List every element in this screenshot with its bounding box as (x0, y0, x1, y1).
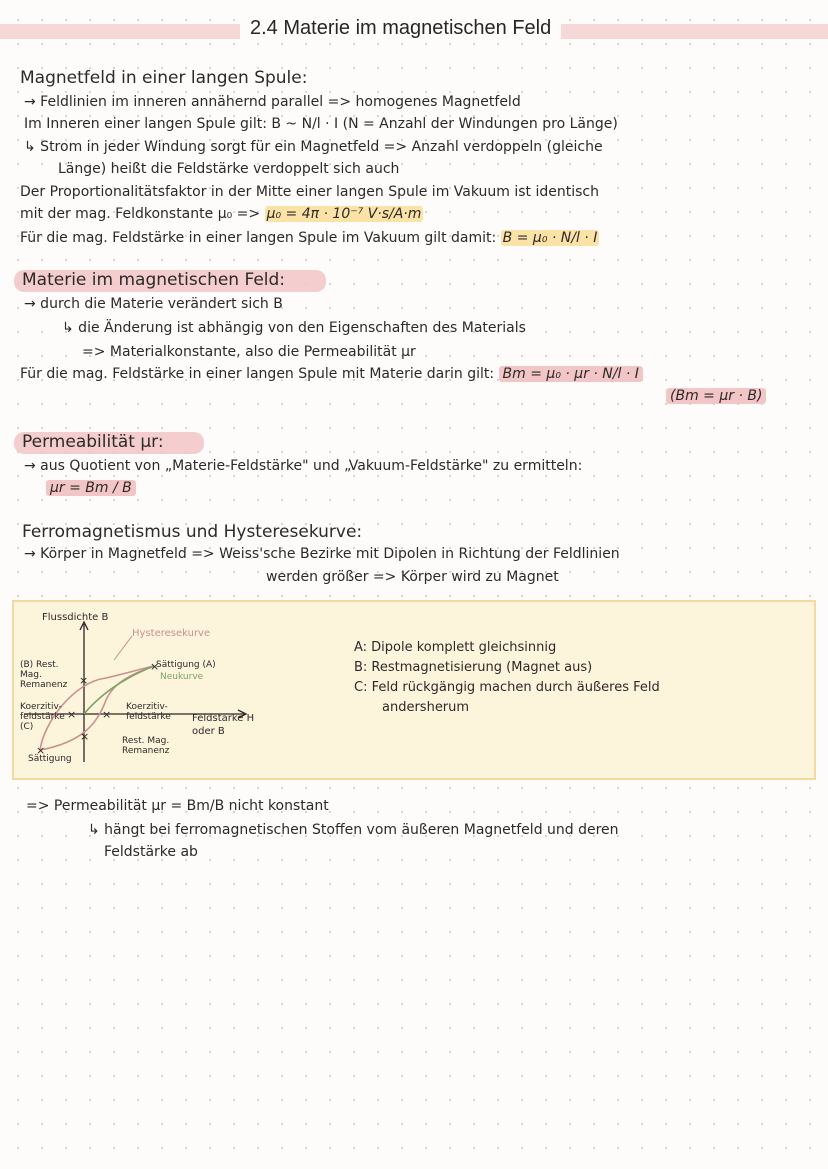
marker-a: × (150, 660, 160, 673)
text-line-part: Für die mag. Feldstärke in einer langen Spule mit Materie darin gilt: (20, 366, 495, 382)
curve-label-pointer (114, 636, 132, 660)
permeability-formula-text: μr = Bm / B (46, 480, 136, 496)
text-line: → durch die Materie verändert sich B (24, 296, 283, 312)
saturation-bottom-label: Sättigung (28, 754, 72, 764)
legend-a: A: Dipole komplett gleichsinnig (354, 640, 557, 655)
vacuum-field-formula: B = μ₀ · N/l · I (502, 230, 598, 246)
hysteresis-box (12, 600, 816, 780)
conclusion-line: ↳ hängt bei ferromagnetischen Stoffen vom äußeren Magnetfeld und deren (88, 822, 619, 838)
marker-rest: × (80, 730, 90, 743)
marker-coerc: × (102, 708, 112, 721)
text-line: → aus Quotient von „Materie-Feldstärke" und „Vakuum-Feldstärke" zu ermitteln: (24, 458, 583, 474)
text-line: ↳ Strom in jeder Windung sorgt für ein Magnetfeld => Anzahl verdoppeln (gleiche (24, 139, 603, 155)
remanence-right-label: Rest. Mag. Remanenz (122, 736, 170, 756)
conclusion-line: => Permeabilität μr = Bm/B nicht konstant (26, 798, 329, 814)
text-line (20, 206, 423, 222)
legend-c: C: Feld rückgängig machen durch äußeres Feld (354, 680, 660, 695)
text-line: ↳ die Änderung ist abhängig von den Eigenschaften des Materials (62, 320, 526, 336)
text-line-part: mit der mag. Feldkonstante μ₀ => (20, 206, 261, 222)
matter-field-short-text: (Bm = μr · B) (666, 388, 766, 404)
text-line (20, 366, 643, 382)
text-line: => Materialkonstante, also die Permeabilität μr (82, 344, 416, 360)
section-heading-ferromagnetismus: Ferromagnetismus und Hysteresekurve: (22, 522, 363, 542)
coercivity-right-label: Koerzitiv-feldstärke (126, 702, 171, 722)
legend-c-cont: andersherum (382, 700, 470, 715)
section-heading-magnetfeld: Magnetfeld in einer langen Spule: (20, 68, 308, 88)
new-curve-label: Neukurve (160, 672, 204, 682)
mu0-formula: μ₀ = 4π · 10⁻⁷ V·s/A·m (266, 206, 422, 222)
matter-field-formula: Bm = μ₀ · μr · N/l · I (499, 366, 643, 382)
saturation-a-label: Sättigung (A) (156, 660, 216, 670)
text-line: Länge) heißt die Feldstärke verdoppelt sich auch (58, 161, 400, 177)
coercivity-c-label: Koerzitiv-feldstärke (C) (20, 702, 65, 732)
matter-field-short-formula (666, 388, 766, 404)
y-axis-label: Flussdichte B (42, 612, 109, 623)
marker-c: × (67, 708, 77, 721)
text-line: Der Proportionalitätsfaktor in der Mitte einer langen Spule im Vakuum ist identisch (20, 184, 599, 200)
permeability-formula (46, 480, 136, 496)
section-heading-permeabilitaet: Permeabilität μr: (22, 432, 164, 452)
text-line: werden größer => Körper wird zu Magnet (266, 569, 559, 585)
legend-b: B: Restmagnetisierung (Magnet aus) (354, 660, 593, 675)
text-line (20, 230, 599, 246)
curve-label: Hysteresekurve (132, 628, 211, 639)
text-line: Im Inneren einer langen Spule gilt: B ~ N/l · I (N = Anzahl der Windungen pro Länge) (24, 116, 618, 132)
marker-sat: × (36, 744, 46, 757)
marker-b: × (79, 674, 89, 687)
text-line: → Körper in Magnetfeld => Weiss'sche Bezirke mit Dipolen in Richtung der Feldlinien (24, 546, 620, 562)
conclusion-line: Feldstärke ab (104, 844, 198, 860)
text-line-part: Für die mag. Feldstärke in einer langen Spule im Vakuum gilt damit: (20, 230, 497, 246)
remanence-b-label: (B) Rest. Mag. Remanenz (20, 660, 68, 690)
text-line: → Feldlinien im inneren annähernd parallel => homogenes Magnetfeld (24, 94, 521, 110)
x-axis-label: Feldstärke H oder B (192, 713, 255, 737)
page-title: 2.4 Materie im magnetischen Feld (240, 17, 561, 40)
section-heading-materie: Materie im magnetischen Feld: (22, 270, 286, 290)
